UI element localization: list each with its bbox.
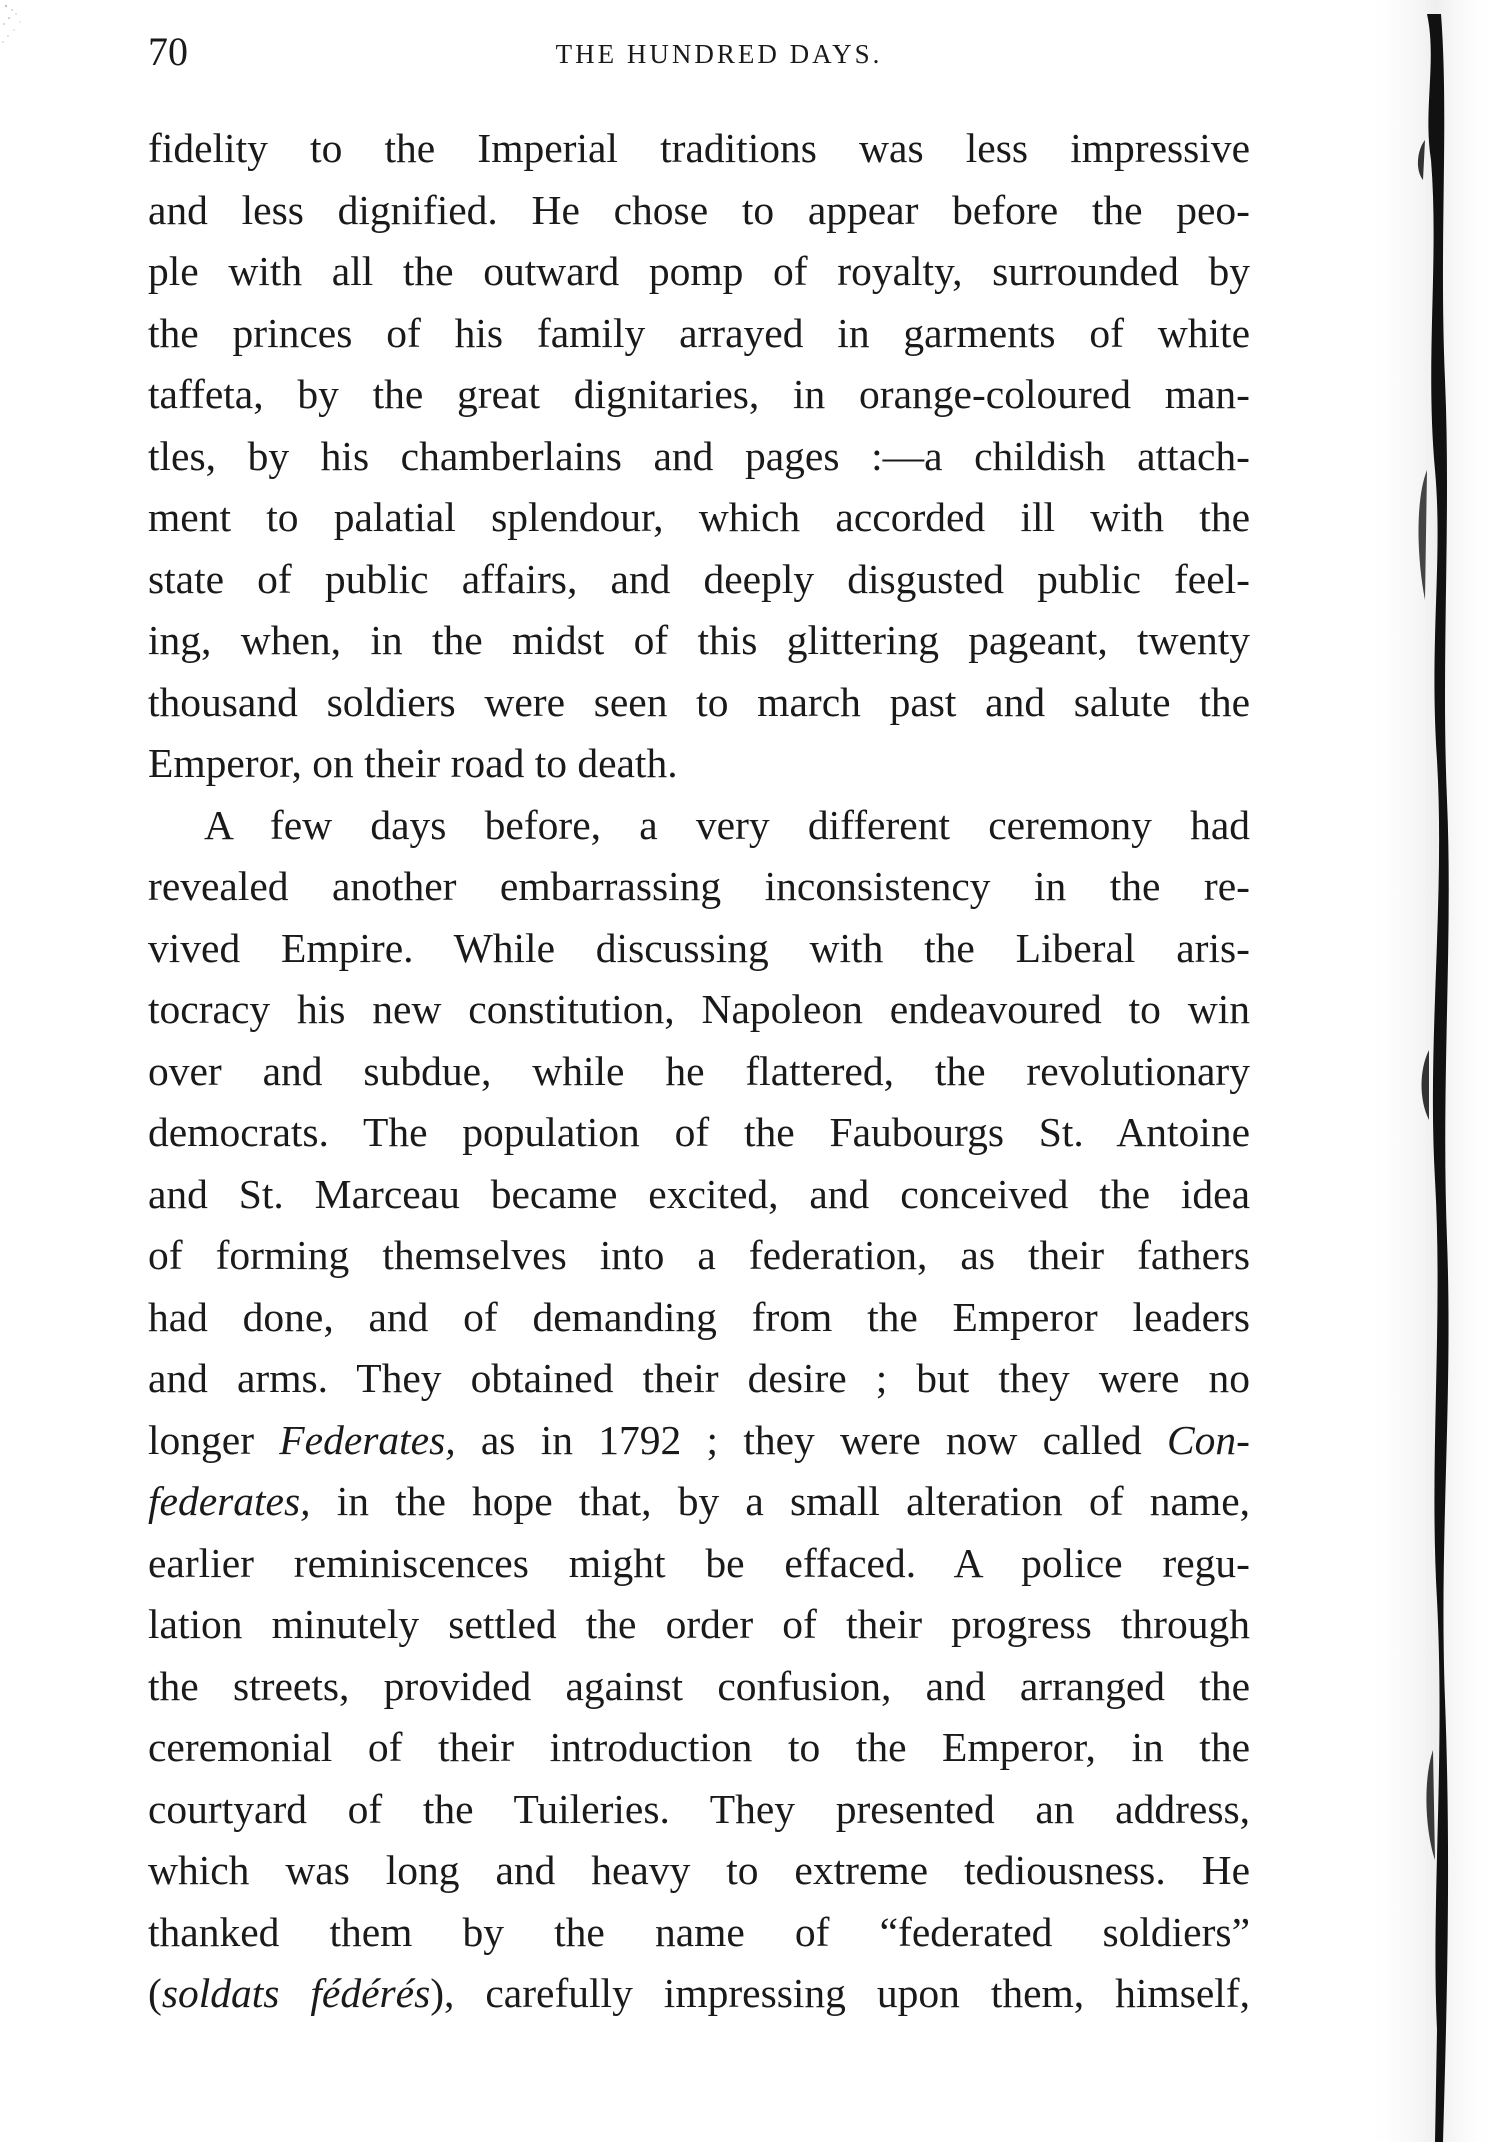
italic-run: soldats fédérés [161, 1970, 431, 2016]
page-header [148, 22, 1250, 82]
text-line: and St. Marceau became excited, and conceived the idea [148, 1170, 1250, 1217]
text-line: which was long and heavy to extreme tediousness. He [148, 1847, 1250, 1893]
page-number: 70 [148, 29, 188, 74]
text-line: over and subdue, while he flattered, the revolutionary [148, 1047, 1250, 1094]
text-line-mixed [148, 1410, 1250, 1472]
text-line: taffeta, by the great dignitaries, in orange-coloured man- [148, 371, 1250, 417]
text-line: the streets, provided against confusion, and arranged the [148, 1662, 1250, 1709]
text-run: longer [148, 1416, 280, 1463]
text-line: Emperor, on their road to death. [148, 740, 678, 786]
italic-run: federates, [148, 1478, 311, 1524]
text-line: revealed another embarrassing inconsistency in the re- [148, 863, 1250, 909]
text-line: had done, and of demanding from the Emperor leaders [148, 1293, 1250, 1340]
text-line: thousand soldiers were seen to march past and salute the [148, 678, 1250, 725]
text-line: state of public affairs, and deeply disgusted public feel- [148, 555, 1250, 602]
text-line: A few days before, a very different ceremony had [204, 801, 1250, 848]
text-line: tles, by his chamberlains and pages :—a childish attach- [148, 432, 1250, 479]
text-line: democrats. The population of the Faubourgs St. Antoine [148, 1109, 1250, 1155]
text-line: fidelity to the Imperial traditions was less impressive [148, 125, 1250, 171]
body-text [148, 118, 1250, 2025]
text-line: ing, when, in the midst of this glittering pageant, twenty [148, 617, 1250, 663]
text-line: thanked them by the name of “federated soldiers” [148, 1908, 1250, 1955]
text-line-mixed [148, 1471, 1250, 1533]
text-run: ( [148, 1970, 162, 2016]
text-line: earlier reminiscences might be effaced. A police regu- [148, 1539, 1250, 1586]
text-line: ceremonial of their introduction to the Emperor, in the [148, 1724, 1250, 1770]
running-head: THE HUNDRED DAYS. [555, 39, 883, 69]
text-run: in the hope that, by a small alteration of name, [310, 1478, 1250, 1524]
text-run: ), carefully impressing upon them, himself, [430, 1970, 1250, 2016]
text-line: ple with all the outward pomp of royalty, surrounded by [148, 248, 1250, 294]
text-line: tocracy his new constitution, Napoleon endeavoured to win [148, 986, 1250, 1032]
text-line: and arms. They obtained their desire ; but they were no [148, 1355, 1250, 1401]
text-run: as in 1792 ; they were now called [455, 1416, 1167, 1463]
text-line: of forming themselves into a federation, as their fathers [148, 1232, 1250, 1278]
book-spine-shadow [1365, 0, 1495, 2142]
italic-run: Federates, [279, 1416, 456, 1463]
text-line: vived Empire. While discussing with the Liberal aris- [148, 924, 1250, 971]
text-line: and less dignified. He chose to appear before the peo- [148, 186, 1250, 233]
text-line-mixed [148, 1963, 1250, 2025]
text-line: courtyard of the Tuileries. They presented an address, [148, 1785, 1250, 1832]
text-line: ment to palatial splendour, which accorded ill with the [148, 494, 1250, 540]
scan-speck [0, 0, 40, 60]
text-line: the princes of his family arrayed in garments of white [148, 309, 1250, 356]
italic-run: Con- [1167, 1416, 1250, 1463]
text-line: lation minutely settled the order of their progress through [148, 1601, 1250, 1647]
